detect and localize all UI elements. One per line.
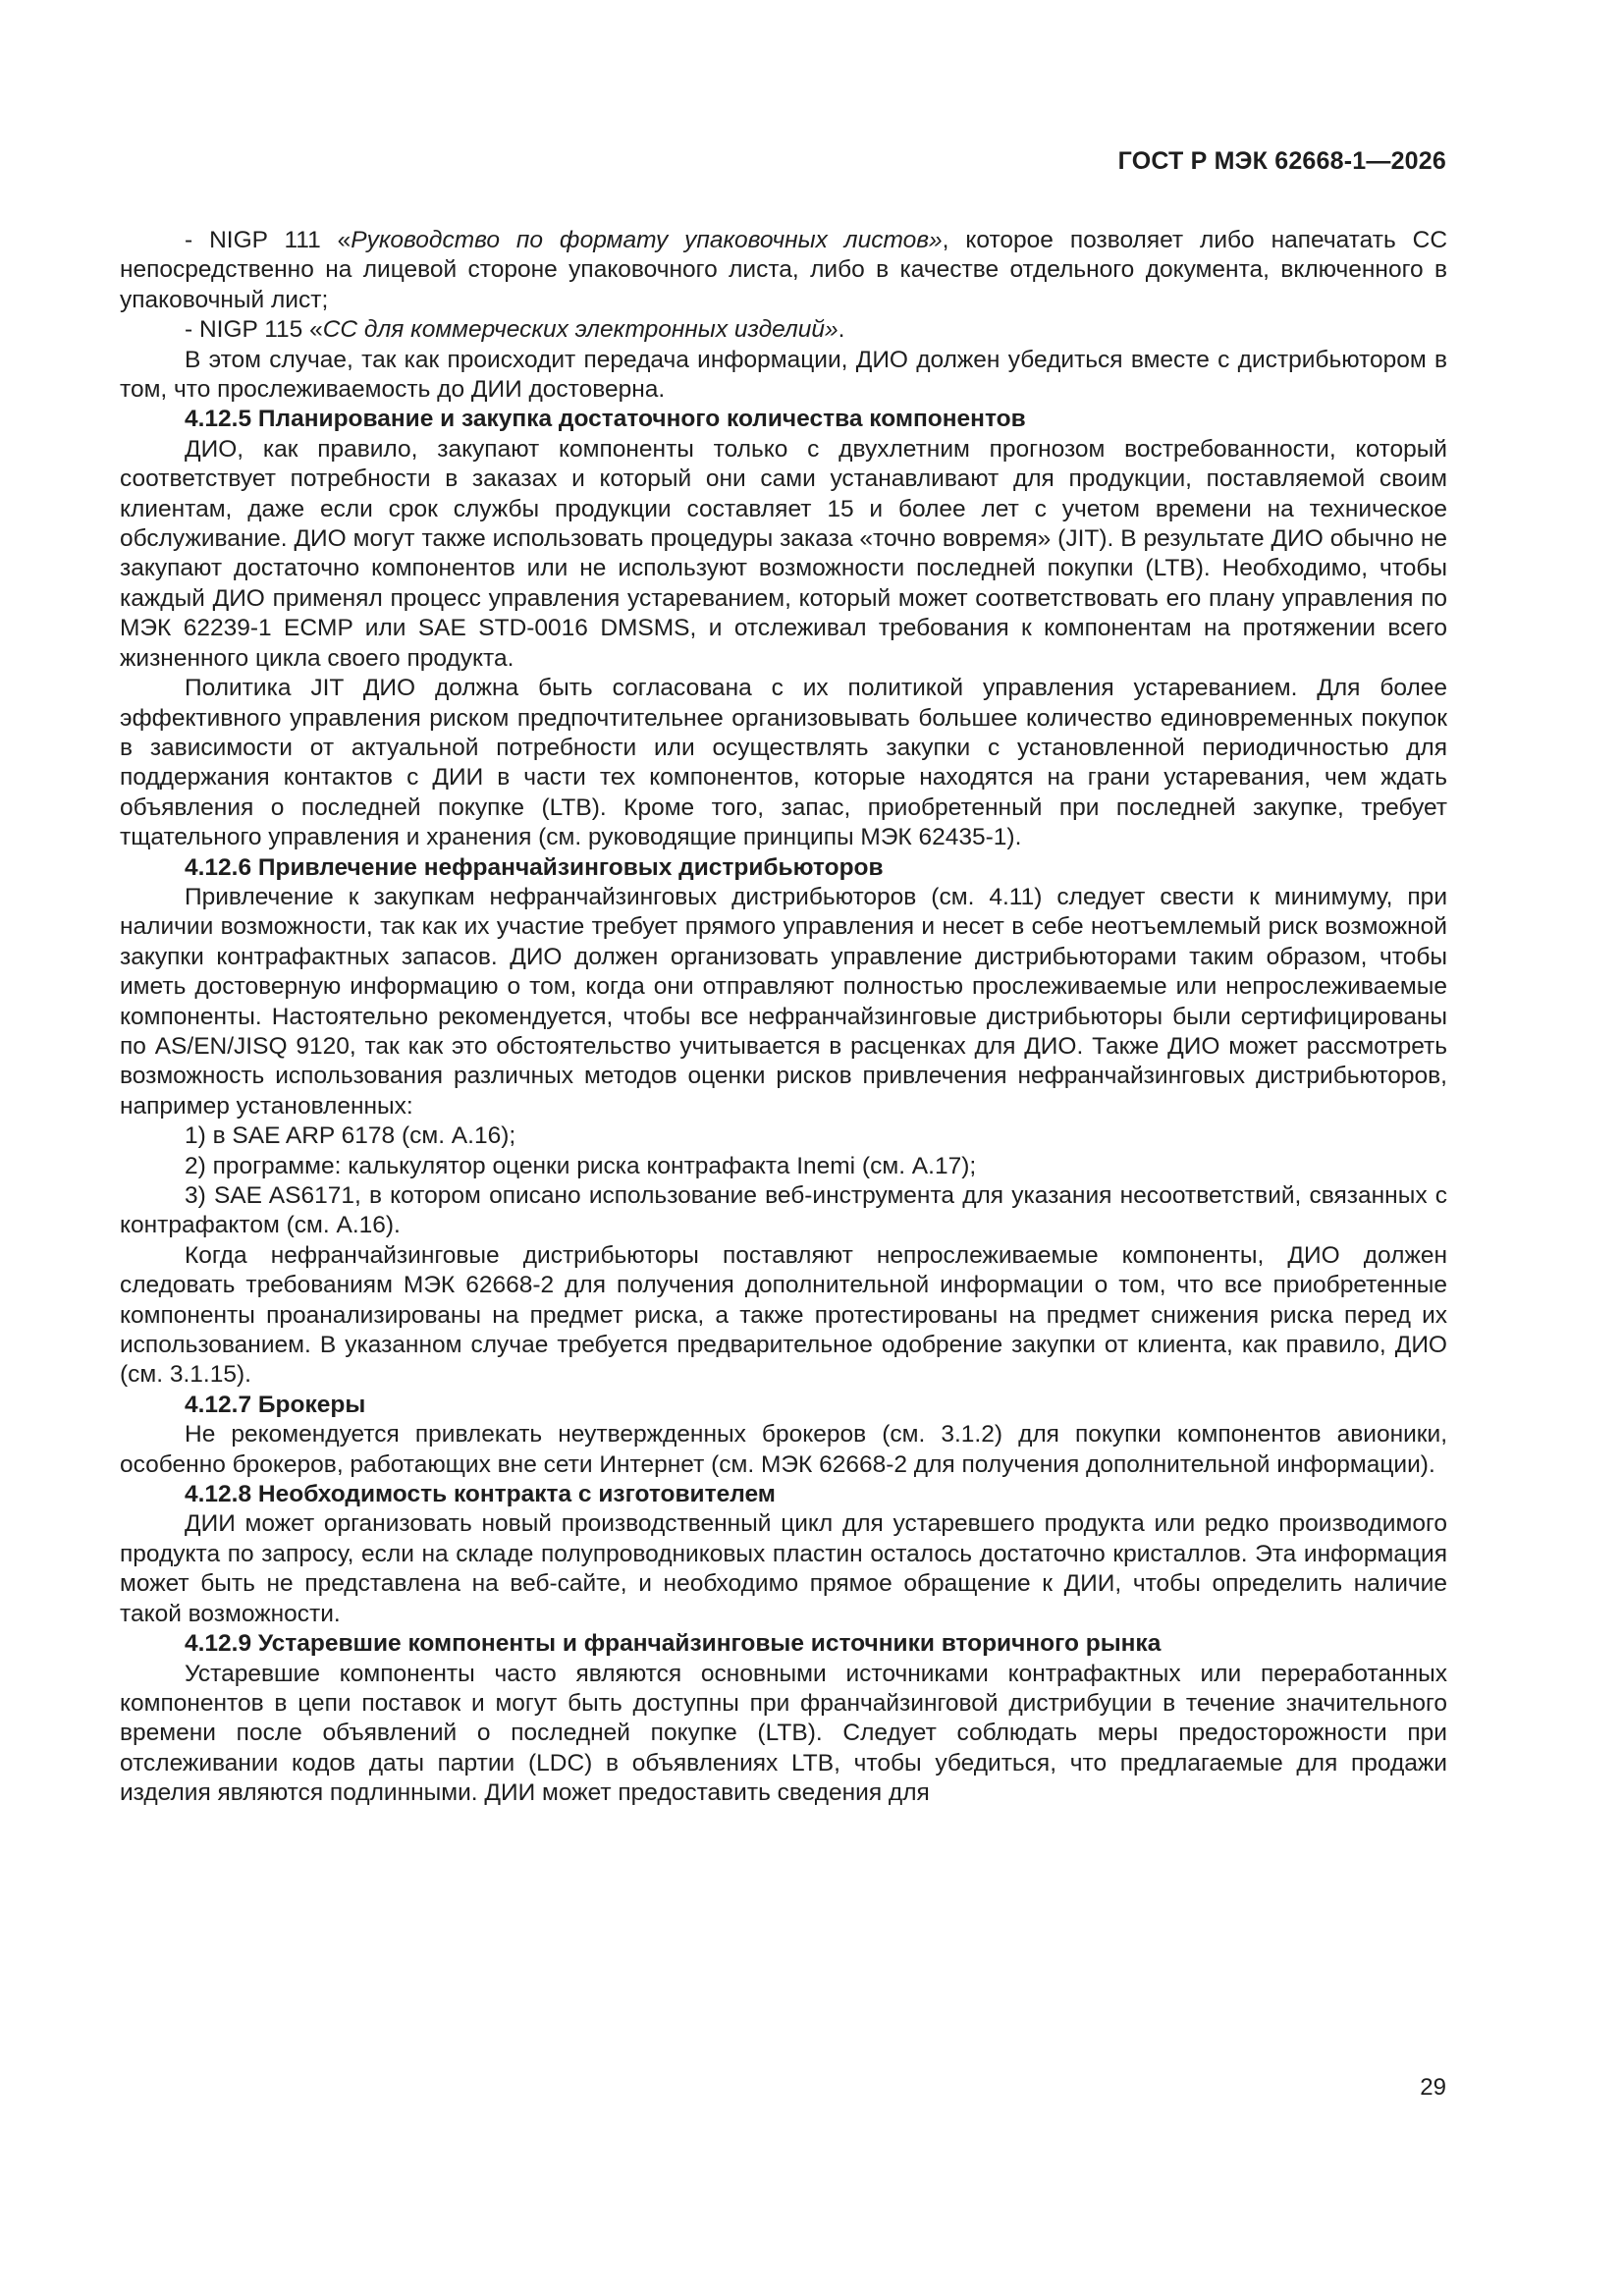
section-heading: 4.12.5 Планирование и закупка достаточного количества компонентов <box>185 406 1026 433</box>
body-paragraph: ДИО, как правило, закупают компоненты только с двухлетним прогнозом востребованности, который соответствует потребности в заказах и который они сами устанавливают для продукции, поставляемой своим клиентам, даже если срок службы продукции составляет 15 и более лет с учетом времени на техническое обслуживание. ДИО могут также использовать процедуры заказа «точно вовремя» (JIT). В результате ДИО обычно не закупают достаточно компонентов или не используют возможности последней покупки (LTB). Необходимо, чтобы каждый ДИО применял процесс управления устареванием, который может соответствовать его плану управления по МЭК 62239-1 ECMP или SAE STD-0016 DMSMS, и отслеживал требования к компонентам на протяжении всего жизненного цикла своего продукта. <box>120 435 1447 672</box>
list-item-suffix: , которое позволяет либо напечатать СС непосредственно на лицевой стороне упаковочного листа, либо в качестве отдельного документа, включенного в упаковочный лист; <box>120 227 1448 313</box>
section-heading: 4.12.8 Необходимость контракта с изготовителем <box>185 1481 776 1508</box>
document-body <box>120 226 1447 1809</box>
body-paragraph: В этом случае, так как происходит передача информации, ДИО должен убедиться вместе с дистрибьютором в том, что прослеживаемость до ДИИ достоверна. <box>120 346 1447 404</box>
body-paragraph: 1) в SAE ARP 6178 (см. А.16); <box>185 1122 516 1150</box>
list-item <box>120 226 1447 315</box>
body-paragraph: Не рекомендуется привлекать неутвержденных брокеров (см. 3.1.2) для покупки компонентов авионики, особенно брокеров, работающих вне сети Интернет (см. МЭК 62668-2 для получения дополнительной информации). <box>120 1421 1447 1478</box>
body-paragraph: 2) программе: калькулятор оценки риска контрафакта Inemi (см. А.17); <box>185 1152 977 1179</box>
page-number: 29 <box>1420 2074 1446 2101</box>
body-paragraph: 3) SAE AS6171, в котором описано использование веб-инструмента для указания несоответствий, связанных с контрафактом (см. А.16). <box>120 1182 1447 1239</box>
section-heading: 4.12.7 Брокеры <box>185 1391 366 1418</box>
section-heading: 4.12.6 Привлечение нефранчайзинговых дистрибьюторов <box>185 853 884 881</box>
list-item <box>120 315 1447 345</box>
list-item-prefix: - NIGP 115 « <box>185 316 323 344</box>
section-heading: 4.12.9 Устаревшие компоненты и франчайзинговые источники вторичного рынка <box>185 1630 1162 1658</box>
body-paragraph: Политика JIT ДИО должна быть согласована с их политикой управления устареванием. Для более эффективного управления риском предпочтительнее организовывать большее количество единовременных покупок в зависимости от актуальной потребности или осуществлять закупки с установленной периодичностью для поддержания контактов с ДИИ в части тех компонентов, которые находятся на грани устаревания, чем ждать объявления о последней покупке (LTB). Кроме того, запас, приобретенный при последней закупке, требует тщательного управления и хранения (см. руководящие принципы МЭК 62435-1). <box>120 675 1447 851</box>
body-paragraph: Привлечение к закупкам нефранчайзинговых дистрибьюторов (см. 4.11) следует свести к минимуму, при наличии возможности, так как их участие требует прямого управления и несет в себе неотъемлемый риск возможной закупки контрафактных запасов. ДИО должен организовать управление дистрибьюторами таким образом, чтобы иметь достоверную информацию о том, когда они отправляют полностью прослеживаемые или непрослеживаемые компоненты. Настоятельно рекомендуется, чтобы все нефранчайзинговые дистрибьюторы были сертифицированы по AS/EN/JISQ 9120, так как это обстоятельство учитывается в расценках для ДИО. Также ДИО может рассмотреть возможность использования различных методов оценки рисков привлечения нефранчайзинговых дистрибьюторов, например установленных: <box>120 883 1447 1120</box>
list-item-suffix: . <box>838 316 845 344</box>
document-title-italic: СС для коммерческих электронных изделий» <box>322 316 839 344</box>
body-paragraph: ДИИ может организовать новый производственный цикл для устаревшего продукта или редко производимого продукта по запросу, если на складе полупроводниковых пластин осталось достаточно кристаллов. Эта информация может быть не представлена на веб-сайте, и необходимо прямое обращение к ДИИ, чтобы определить наличие такой возможности. <box>120 1510 1447 1627</box>
list-item-prefix: - NIGP 111 « <box>185 227 352 253</box>
document-code-header: ГОСТ Р МЭК 62668-1—2026 <box>1117 147 1446 175</box>
body-paragraph: Устаревшие компоненты часто являются основными источниками контрафактных или переработанных компонентов в цепи поставок и могут быть доступны при франчайзинговой дистрибуции в течение значительного времени после объявлений о последней покупке (LTB). Следует соблюдать меры предосторожности при отслеживании кодов даты партии (LDC) в объявлениях LTB, чтобы убедиться, что предлагаемые для продажи изделия являются подлинными. ДИИ может предоставить сведения для <box>120 1660 1447 1807</box>
body-paragraph: Когда нефранчайзинговые дистрибьюторы поставляют непрослеживаемые компоненты, ДИО должен следовать требованиям МЭК 62668-2 для получения дополнительной информации о том, что все приобретенные компоненты проанализированы на предмет риска, а также протестированы на предмет снижения риска перед их использованием. В указанном случае требуется предварительное одобрение закупки от клиента, как правило, ДИО (см. 3.1.15). <box>120 1241 1447 1389</box>
document-title-italic: Руководство по формату упаковочных листов» <box>351 227 943 253</box>
